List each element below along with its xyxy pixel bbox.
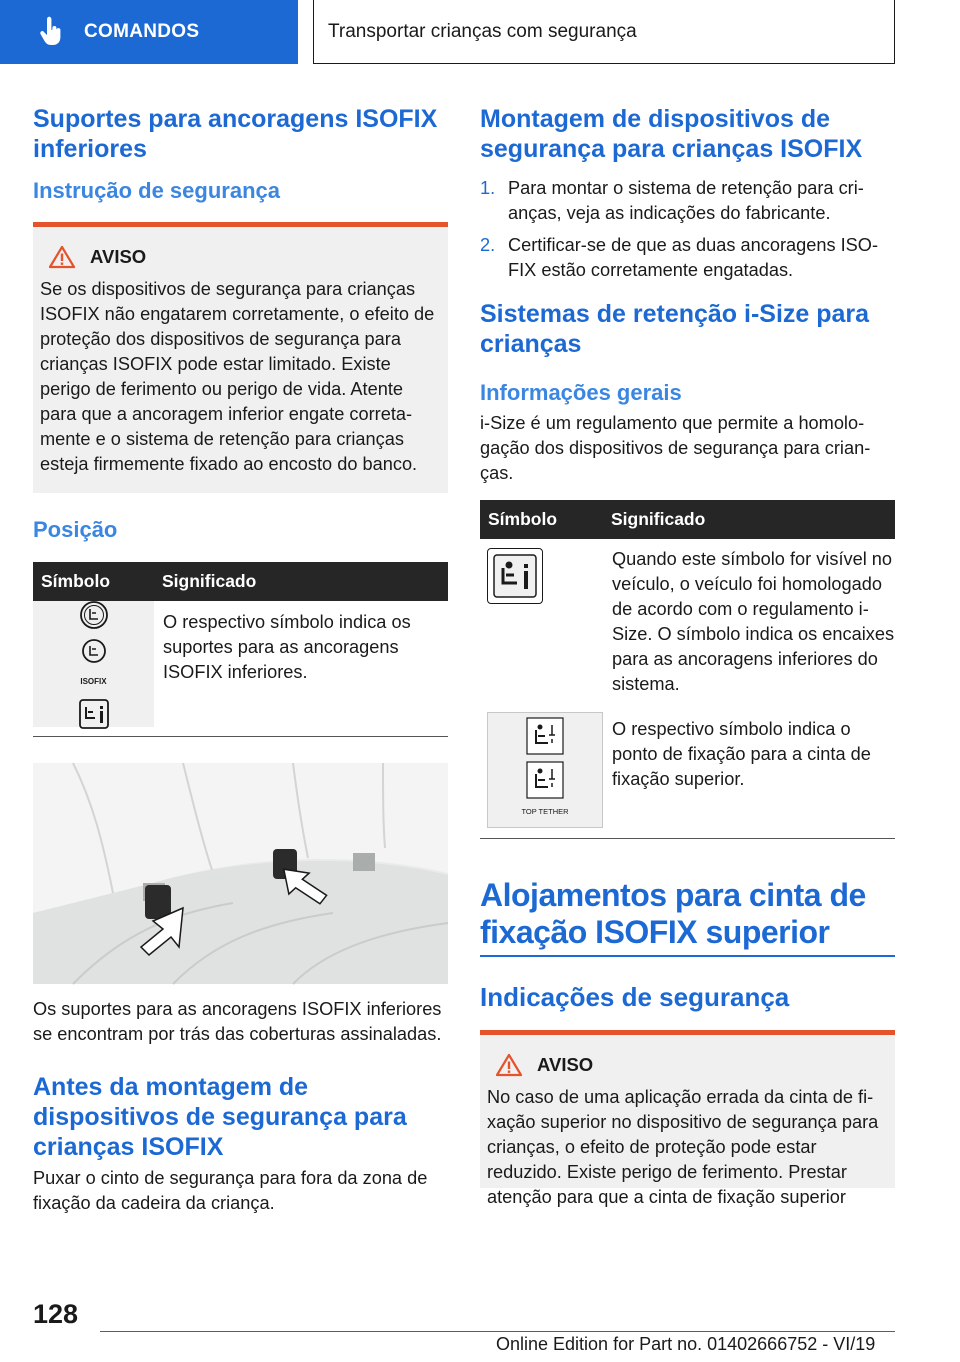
tether-anchor-icon [526,717,564,755]
heading-tether-housings: Alojamentos para cinta de fixação ISOFIX superior [480,877,866,950]
table-row [33,601,448,727]
isize-seat-icon [493,554,537,598]
step-text: Certificar-se de que as duas ancoragens ISOFIX estão corretamente engatadas. [508,235,879,280]
warning-triangle-icon [48,245,76,269]
warning-box [33,222,448,493]
table-header-meaning: Significado [154,562,448,601]
isofix-label-icon [78,637,110,669]
right-column [480,104,895,1207]
warning-box [480,1030,895,1207]
table-header-symbol: Símbolo [33,562,154,601]
table-bottom-rule [480,838,895,839]
heading-position: Posição [33,517,118,542]
list-item [480,176,895,226]
symbol-table [33,562,448,727]
symbol-cell [33,601,154,727]
meaning-cell: O respectivo símbolo indica os suportes para as ancoragens ISOFIX inferiores. [163,612,411,682]
heading-isofix-supports: Suportes para ancoragens ISOFIX inferiores [33,105,438,163]
warning-label: AVISO [537,1054,594,1075]
heading-safety-indications: Indicações de segurança [480,982,790,1012]
heading-general-info: Informações gerais [480,380,682,405]
edition-note: Online Edition for Part no. 01402666752 - VI/19 [496,1334,876,1354]
warning-text: No caso de uma aplicação errada da cinta de fixação superior no dispositivo de segurança para crianças, o efeito de proteção pode estar reduzido. Existe perigo de ferimento. Prestar atenção para que a cinta de fixação superior [487,1087,879,1207]
before-mounting-text: Puxar o cinto de segurança para fora da zona de fixação da cadeira da criança. [33,1168,428,1213]
page-number: 128 [33,1299,79,1329]
child-seat-anchor-icon [78,698,110,730]
meaning-cell: Quando este símbolo for visível no veículo, o veículo foi homologado de acordo com o regulamento i-Size. O símbolo indica os encaixes para as ancoragens inferiores do sistema. [612,549,895,694]
heading-before-mounting: Antes da montagem de dispositivos de segurança para crianças ISOFIX [33,1073,407,1161]
footer-rule [100,1331,895,1332]
warning-label: AVISO [90,246,147,267]
steps-list [480,176,895,283]
heading-safety-instruction: Instrução de segurança [33,178,280,203]
symbol-cell [487,712,603,828]
photo-caption: Os suportes para as ancoragens ISOFIX inferiores se encontram por trás das coberturas assinaladas. [33,999,442,1044]
heading-mounting: Montagem de dispositivos de segurança para crianças ISOFIX [480,105,863,163]
symbol-cell [487,548,543,604]
isofix-caption: ISOFIX [80,676,107,686]
left-column [33,104,448,1216]
rear-seat-photo [33,763,448,984]
list-item [480,233,895,283]
top-tether-icon [526,761,564,799]
step-text: Para montar o sistema de retenção para crianças, veja as indicações do fabricante. [508,178,864,223]
warning-triangle-icon [495,1053,523,1077]
hand-pointer-icon [38,17,64,47]
meaning-cell: O respectivo símbolo indica o ponto de fixação para a cinta de fixação superior. [612,719,871,789]
isofix-seat-icon [78,599,110,631]
step-number: 1. [480,178,496,198]
table-header-symbol: Símbolo [480,500,603,539]
heading-isize: Sistemas de retenção i-Size para crianças [480,300,870,358]
section-tab[interactable] [0,0,298,64]
top-tether-caption: TOP TETHER [521,806,569,816]
section-label: COMANDOS [84,21,200,42]
table-header-meaning: Significado [603,500,895,539]
table-bottom-rule [33,736,448,737]
chapter-title: Transportar crianças com segurança [313,0,895,64]
heading-underline [480,955,895,957]
step-number: 2. [480,235,496,255]
warning-text: Se os dispositivos de segurança para crianças ISOFIX não engatarem corretamente, o efeito de proteção dos dispositivos de segurança para crianças ISOFIX pode estar limitado. Existe perigo de ferimento ou perigo de vida. Atente para que a ancoragem inferior engate corretamente e o sistema de retenção para crianças esteja firmemente fixado ao encosto do banco. [40,279,435,474]
general-info-text: i-Size é um regulamento que permite a homologação dos dispositivos de segurança para crianças. [480,413,871,483]
table-row [480,539,895,707]
table-row [480,707,895,828]
isize-symbol-table [480,500,895,828]
